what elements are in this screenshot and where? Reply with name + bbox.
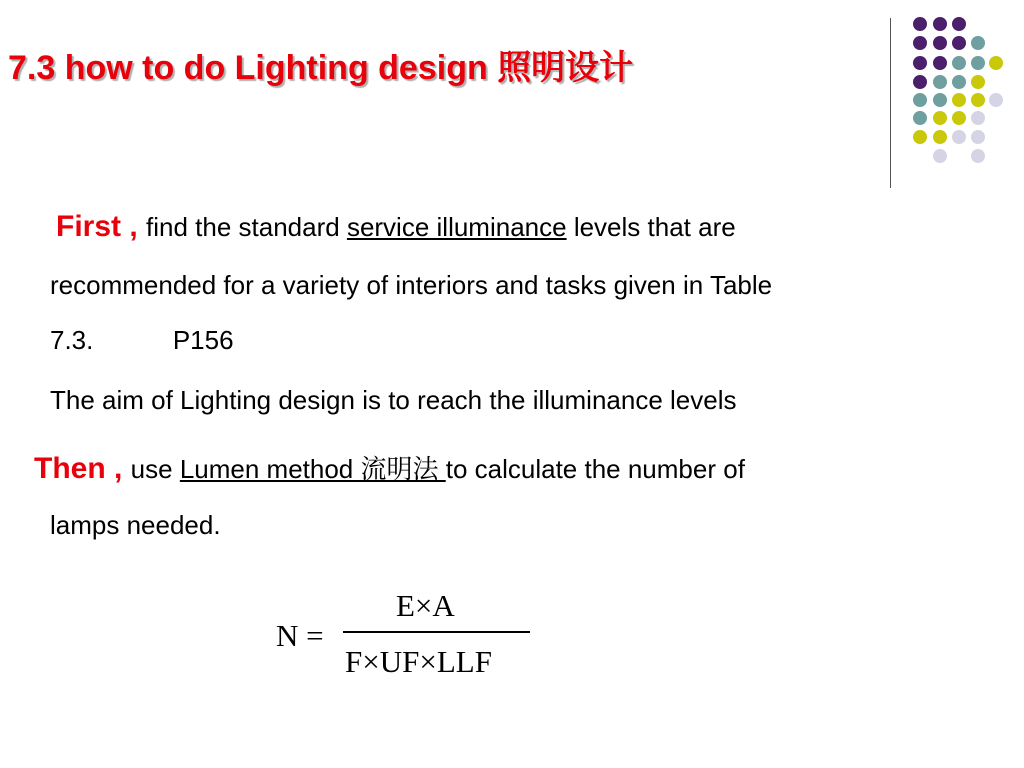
- paragraph-aim: The aim of Lighting design is to reach the illuminance levels: [50, 385, 737, 415]
- decorative-dot: [971, 130, 985, 144]
- decorative-dot: [952, 75, 966, 89]
- decorative-dot: [952, 36, 966, 50]
- formula-numerator: E×A: [396, 588, 455, 623]
- decorative-dot: [952, 17, 966, 31]
- decorative-dot: [933, 17, 947, 31]
- decorative-dot: [913, 93, 927, 107]
- first-text-1: find the standard: [146, 212, 347, 242]
- decorative-dot: [933, 36, 947, 50]
- decorative-dot-grid: [0, 0, 1024, 200]
- decorative-dot: [933, 130, 947, 144]
- formula-lhs: N =: [276, 618, 324, 653]
- decorative-dot: [913, 36, 927, 50]
- first-lead-label: First ,: [56, 210, 147, 243]
- paragraph-first: [56, 208, 736, 246]
- title-divider: [890, 18, 891, 188]
- decorative-dot: [952, 56, 966, 70]
- lumen-method-term: Lumen method 流明法: [179, 454, 446, 484]
- decorative-dot: [971, 36, 985, 50]
- then-text-2: to calculate the number of: [445, 454, 745, 484]
- then-text-1: use: [130, 454, 180, 484]
- formula-denominator: F×UF×LLF: [345, 644, 492, 679]
- decorative-dot: [933, 93, 947, 107]
- decorative-dot: [952, 130, 966, 144]
- formula-fraction-bar: [343, 631, 530, 633]
- slide-title-text: 7.3 how to do Lighting design: [8, 49, 498, 87]
- decorative-dot: [989, 56, 1003, 70]
- decorative-dot: [971, 111, 985, 125]
- decorative-dot: [989, 93, 1003, 107]
- first-text-2: levels that are: [566, 212, 736, 242]
- paragraph-then-line-2: lamps needed.: [50, 510, 221, 540]
- decorative-dot: [933, 111, 947, 125]
- then-lead-label: Then ,: [34, 452, 131, 485]
- service-illuminance-term: service illuminance: [346, 212, 567, 242]
- decorative-dot: [913, 56, 927, 70]
- decorative-dot: [933, 149, 947, 163]
- decorative-dot: [913, 17, 927, 31]
- paragraph-first-line-3: 7.3. P156: [50, 325, 234, 355]
- decorative-dot: [913, 111, 927, 125]
- slide-title-cjk: 照明设计: [497, 48, 634, 88]
- decorative-dot: [933, 56, 947, 70]
- decorative-dot: [913, 130, 927, 144]
- decorative-dot: [952, 111, 966, 125]
- decorative-dot: [913, 75, 927, 89]
- paragraph-first-line-2: recommended for a variety of interiors and tasks given in Table: [50, 270, 773, 300]
- decorative-dot: [971, 149, 985, 163]
- decorative-dot: [971, 75, 985, 89]
- decorative-dot: [933, 75, 947, 89]
- paragraph-then: [34, 450, 745, 488]
- decorative-dot: [952, 93, 966, 107]
- decorative-dot: [971, 93, 985, 107]
- decorative-dot: [971, 56, 985, 70]
- slide-title: [8, 48, 633, 89]
